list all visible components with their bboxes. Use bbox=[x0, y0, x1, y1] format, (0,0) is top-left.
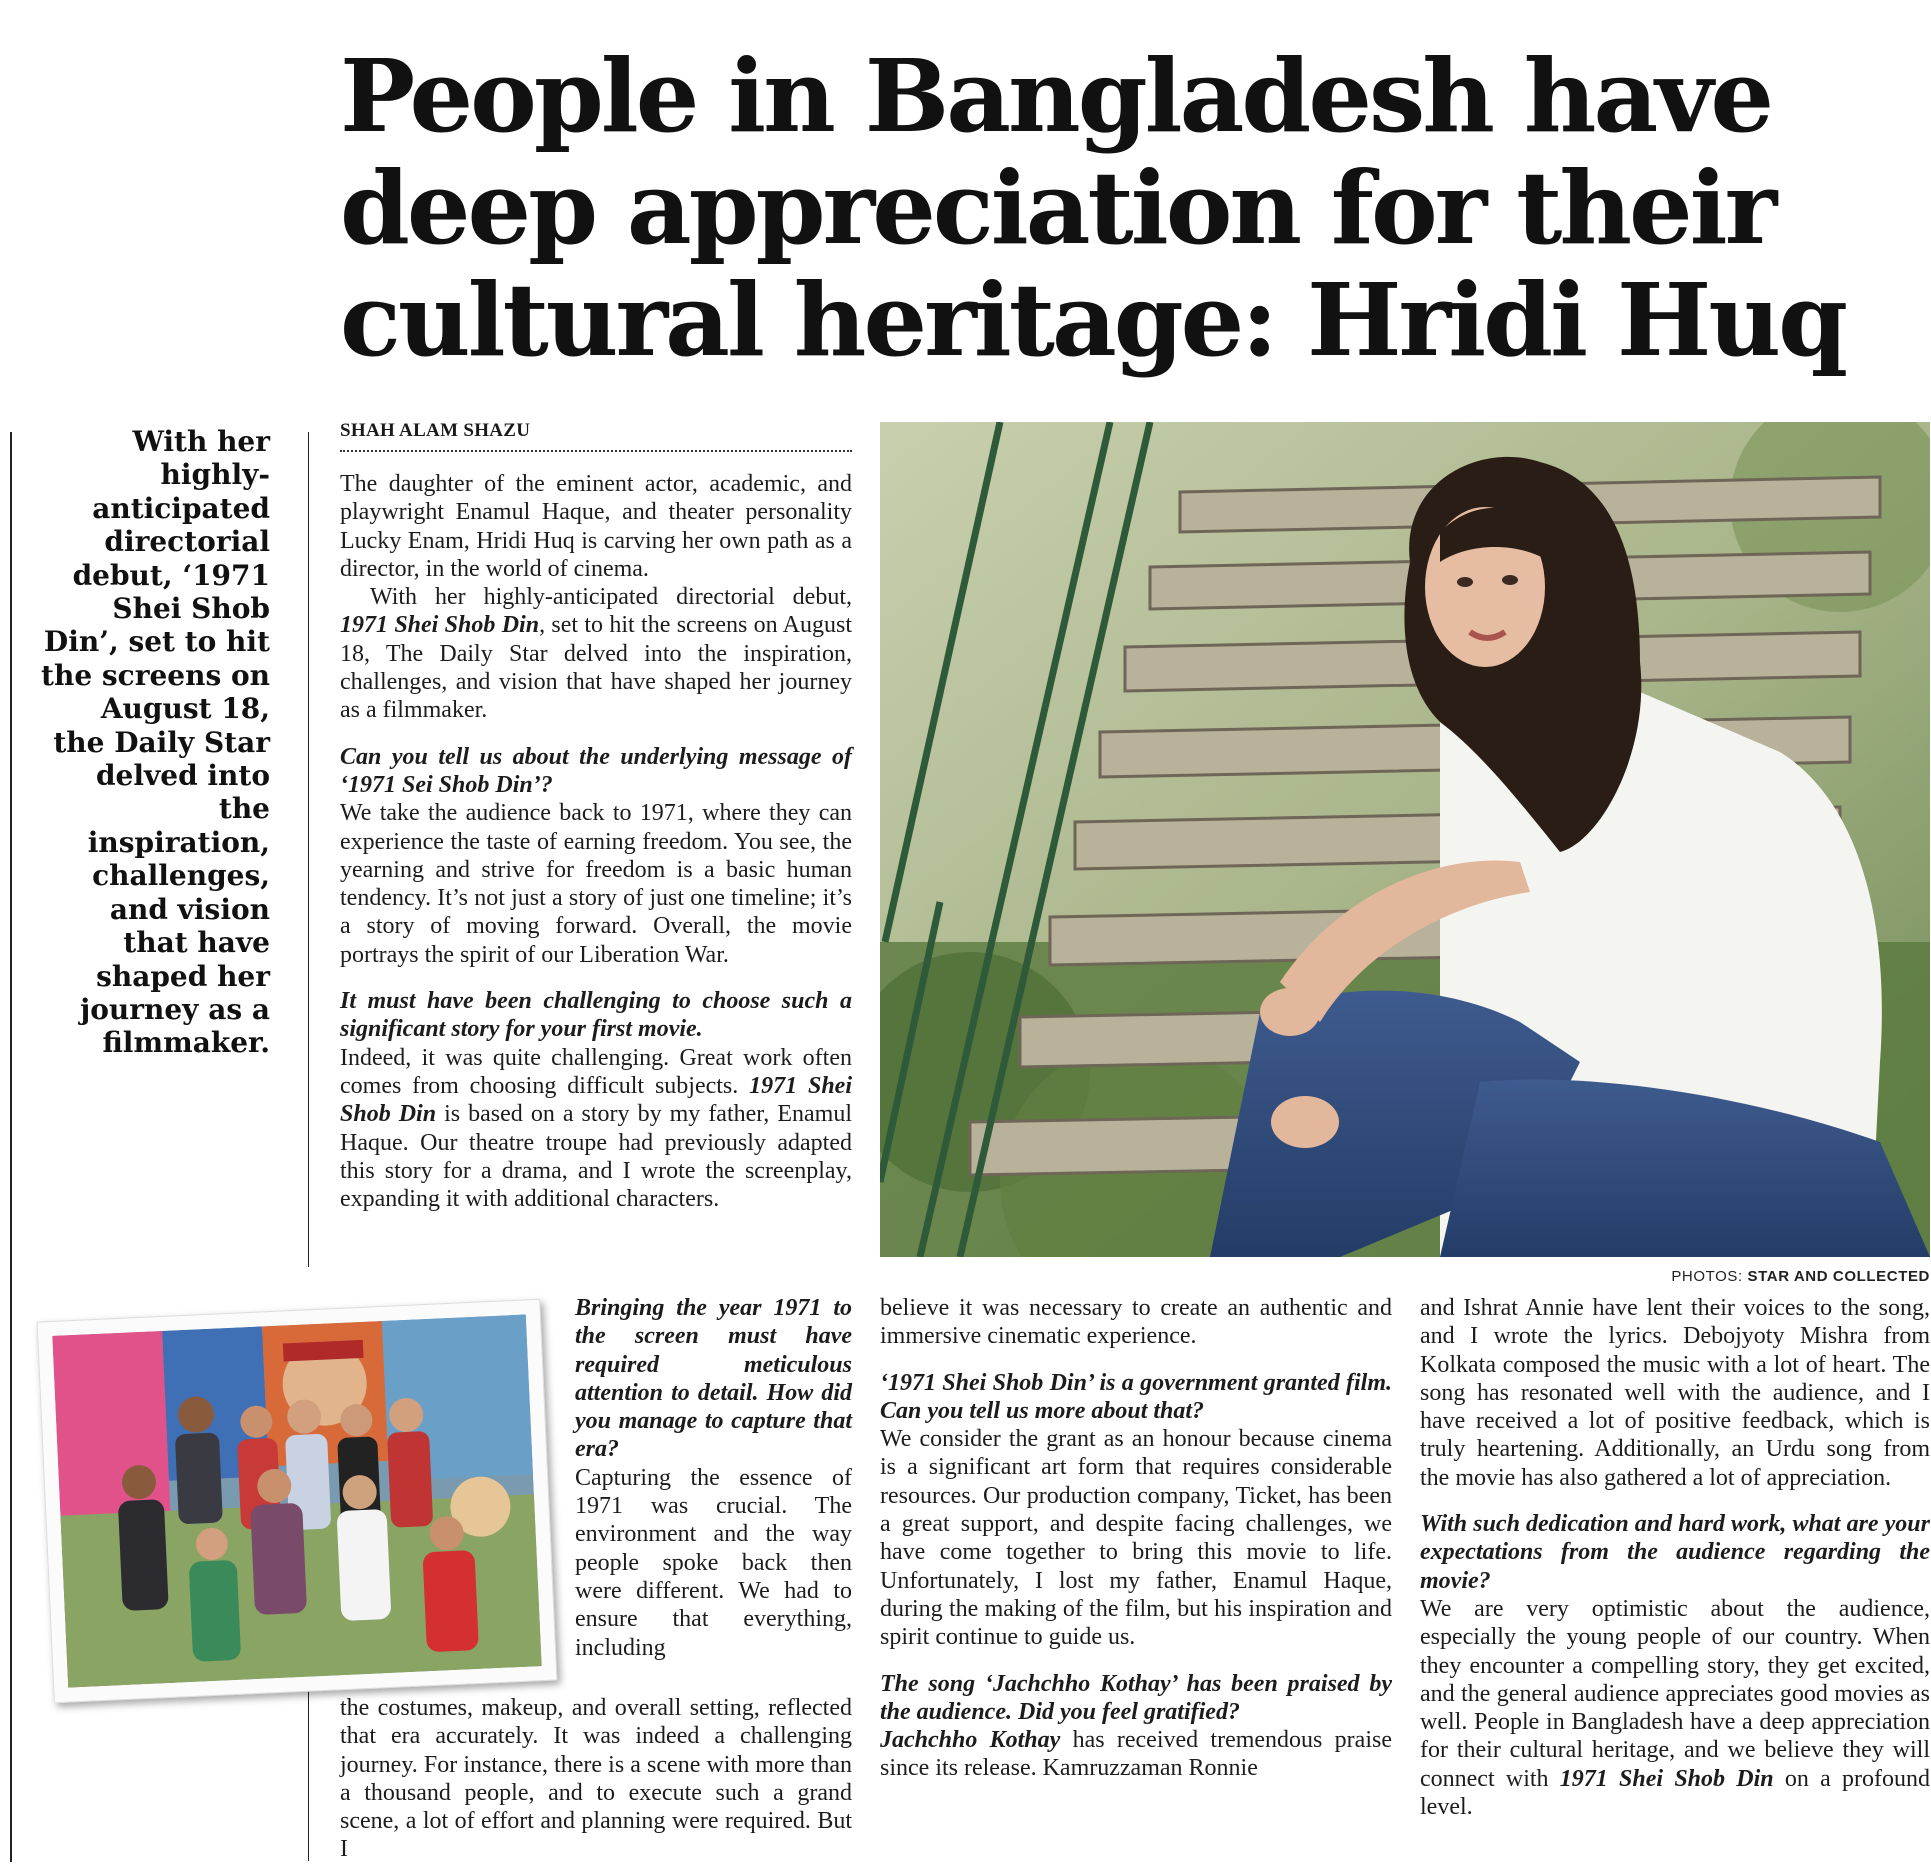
answer-4: We consider the grant as an honour because cinema is a significant art form that requires considerable resources. Our production company, Ticket, has been a great support, and despite facing challenges, we have come together to bring this movie to life. Unfortunately, I lost my father, Enamul Haque, during the making of the film, but his inspiration and spirit continue to guide us. bbox=[880, 1426, 1392, 1651]
answer-5-continued: and Ishrat Annie have lent their voices to the song, and I wrote the lyrics. Debojyoty Mishra from Kolkata composed the music with a lot of heart. The song has resonated well with the audience, and I have received a lot of positive feedback, which is truly heartening. Additionally, an Urdu song from the movie has also gathered a lot of appreciation. bbox=[1420, 1295, 1930, 1491]
question-5: The song ‘Jachchho Kothay’ has been praised by the audience. Did you feel gratified? bbox=[880, 1670, 1392, 1725]
photo-credit-label: PHOTOS: bbox=[1671, 1268, 1743, 1285]
byline: SHAH ALAM SHAZU bbox=[340, 420, 852, 452]
second-paragraph-text-end: , set to hit the screens on August 18, The Daily Star delved into the inspiration, challenges, and vision that have shaped her journey as a filmmaker. bbox=[340, 612, 852, 724]
intro-paragraph: The daughter of the eminent actor, academic, and playwright Enamul Haque, and theater personality Lucky Enam, Hridi Huq is carving her own path as a director, in the world of cinema. bbox=[340, 471, 852, 582]
film-title: 1971 Shei Shob Din bbox=[340, 1072, 852, 1128]
question-1: Can you tell us about the underlying message of ‘1971 Sei Shob Din’? bbox=[340, 743, 852, 798]
photo-credit-source: STAR AND COLLECTED bbox=[1747, 1268, 1930, 1285]
film-title: 1971 Shei Shob Din bbox=[340, 612, 540, 639]
answer-6 bbox=[1420, 1595, 1930, 1821]
question-6: With such dedication and hard work, what are your expectations from the audience regarding the movie? bbox=[1420, 1511, 1930, 1594]
answer-2 bbox=[340, 1044, 852, 1214]
pull-quote: With her highly-anticipated directorial debut, ‘1971 Shei Shob Din’, set to hit the screens on August 18, the Daily Star delved into the inspiration, challenges, and vision that have shaped her journey as a filmmaker. bbox=[41, 425, 270, 1060]
main-photo-hridi-huq bbox=[880, 422, 1930, 1257]
answer-3-part-2: the costumes, makeup, and overall setting, reflected that era accurately. It was indeed a challenging journey. For instance, there is a scene with more than a thousand people, and to execute such a grand scene, a lot of effort and planning were required. But I bbox=[340, 1695, 852, 1863]
answer-6-text-end: on a profound level. bbox=[1420, 1765, 1930, 1821]
headline-line-1: People in Bangladesh have bbox=[340, 37, 1772, 155]
headline-line-3: cultural heritage: Hridi Huq bbox=[340, 261, 1846, 379]
second-paragraph-text: With her highly-anticipated directorial debut, bbox=[370, 584, 852, 611]
article-column-3 bbox=[1420, 1294, 1930, 1821]
question-3: Bringing the year 1971 to the screen must have required meticulous attention to detail. How did you manage to capture that era? bbox=[575, 1295, 852, 1463]
answer-5-text: has received tremendous praise since its release. Kamruzzaman Ronnie bbox=[880, 1727, 1392, 1782]
question-2: It must have been challenging to choose such a significant story for your first movie. bbox=[340, 988, 852, 1043]
song-title: Jachchho Kothay bbox=[880, 1727, 1061, 1754]
answer-2-text-end: is based on a story by my father, Enamul Haque. Our theatre troupe had previously adapted this story for a drama, and I wrote the screenplay, expanding it with additional characters. bbox=[340, 1101, 852, 1213]
question-4: ‘1971 Shei Shob Din’ is a government granted film. Can you tell us more about that? bbox=[880, 1369, 1392, 1424]
answer-6-text: We are very optimistic about the audience, especially the young people of our country. When they encounter a compelling story, they get excited, and the general audience appreciates good movies as well. People in Bangladesh have a deep appreciation for their cultural heritage, and we believe they will connect with bbox=[1420, 1595, 1930, 1792]
article-column-1-bottom bbox=[340, 1694, 852, 1864]
headline-line-2: deep appreciation for their bbox=[340, 149, 1775, 267]
answer-3-part-3: believe it was necessary to create an authentic and immersive cinematic experience. bbox=[880, 1295, 1392, 1350]
film-title: 1971 Shei Shob Din bbox=[1559, 1765, 1774, 1792]
column-rule-middle bbox=[308, 432, 309, 1267]
article-column-1 bbox=[340, 470, 852, 1213]
headline bbox=[340, 37, 1900, 379]
column-rule-middle-lower bbox=[308, 1676, 309, 1861]
inset-photo-film-team bbox=[37, 1299, 558, 1703]
answer-3-part-1: Capturing the essence of 1971 was crucial. The environment and the way people spoke back then were different. We had to ensure that everything, including bbox=[575, 1464, 852, 1661]
second-paragraph bbox=[340, 583, 852, 724]
article-column-2 bbox=[880, 1294, 1392, 1783]
column-rule-left bbox=[10, 432, 12, 1862]
photo-credit bbox=[1671, 1268, 1930, 1285]
answer-2-text: Indeed, it was quite challenging. Great work often comes from choosing difficult subjects. bbox=[340, 1044, 852, 1099]
answer-1: We take the audience back to 1971, where they can experience the taste of earning freedom. You see, the yearning and strive for freedom is a basic human tendency. It’s not just a story of just one timeline; it’s a story of moving forward. Overall, the movie portrays the spirit of our Liberation War. bbox=[340, 800, 852, 968]
article-column-1-wrap bbox=[575, 1294, 852, 1662]
answer-5 bbox=[880, 1726, 1392, 1783]
